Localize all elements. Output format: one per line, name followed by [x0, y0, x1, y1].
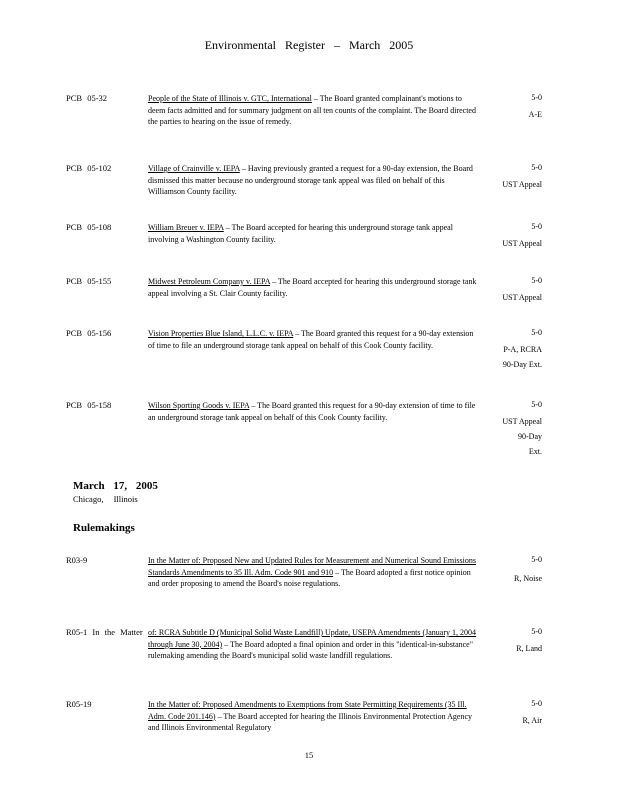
page-number: 15 [304, 750, 314, 760]
case-body: – The Board accepted for hearing this underground storage tank appeal involving a Washington County facility. [148, 223, 453, 244]
case-type: R, Air [522, 716, 542, 725]
case-type: R, Noise [514, 574, 542, 583]
vote-count: 5-0 [531, 699, 542, 708]
rule-number: R05-1 In the Matter [66, 627, 143, 637]
case-text [148, 93, 478, 128]
rule-title: In the Matter of: Proposed Amendments to Exemptions from State Permitting Requirements (35 Ill. Adm. Code 201.146) [148, 700, 467, 721]
rule-title: In the Matter of: Proposed New and Updated Rules for Measurement and Numerical Sound Emissions Standards Amendments to 35 Ill. Adm. Code 901 and 910 [148, 556, 476, 577]
rule-text [148, 555, 478, 590]
rule-number: R03-9 [66, 555, 88, 565]
case-text [148, 163, 478, 198]
case-number: PCB 05-156 [66, 328, 112, 338]
case-text [148, 276, 478, 299]
vote-count: 5-0 [531, 400, 542, 409]
vote-count: 5-0 [531, 555, 542, 564]
case-number: PCB 05-108 [66, 222, 112, 232]
rule-text [148, 699, 478, 734]
case-title: Midwest Petroleum Company v. IEPA [148, 277, 271, 286]
case-body: – Having previously granted a request for a 90-day extension, the Board dismissed this matter because no underground storage tank appeal was filed on behalf of this Williamson County facility. [148, 164, 473, 197]
section-heading: Rulemakings [73, 522, 135, 534]
case-number: PCB 05-155 [66, 276, 112, 286]
case-text [148, 400, 478, 423]
rule-number: R05-19 [66, 699, 92, 709]
case-type: UST Appeal [502, 180, 542, 189]
case-type: A-E [528, 110, 542, 119]
case-body: – The Board granted complainant's motions to deem facts admitted and for summary judgment on all ten counts of the complaint. The Board directed the parties to hearing on the issue of remedy. [148, 94, 476, 127]
case-text [148, 222, 478, 245]
vote-count: 5-0 [531, 93, 542, 102]
case-title: William Breuer v. IEPA [148, 223, 224, 232]
case-body: – The Board granted this request for a 90-day extension of time to file an underground storage tank appeal on behalf of this Cook County facility. [148, 329, 474, 350]
case-number: PCB 05-102 [66, 163, 112, 173]
case-title: Vision Properties Blue Island, L.L.C. v. IEPA [148, 329, 294, 338]
rule-body: – The Board adopted a final opinion and order in this "identical-in-substance" rulemaking amending the Board's municipal solid waste landfill regulations. [148, 639, 473, 661]
case-title: Wilson Sporting Goods v. IEPA [148, 401, 250, 410]
vote-count: 5-0 [531, 222, 542, 231]
meeting-place: Chicago, Illinois [73, 494, 138, 504]
case-title: Village of Crainville v. IEPA [148, 164, 240, 173]
rule-text [148, 627, 478, 662]
case-text [148, 328, 478, 351]
case-type: R, Land [516, 644, 542, 653]
page-header: Environmental Register – March 2005 [204, 38, 414, 52]
rule-title: of: RCRA Subtitle D (Municipal Solid Waste Landfill) Update, USEPA Amendments (January 1, 2004 through June 30, 2004) [148, 628, 477, 649]
vote-count: 5-0 [531, 276, 542, 285]
case-type: UST Appeal [502, 293, 542, 302]
rule-body: – The Board adopted a first notice opinion and order proposing to amend the Board's noise regulations. [148, 567, 471, 589]
case-type: P-A, RCRA 90-Day Ext. [502, 345, 542, 369]
vote-count: 5-0 [531, 627, 542, 636]
vote-count: 5-0 [531, 163, 542, 172]
case-body: – The Board accepted for hearing this underground storage tank appeal involving a St. Clair County facility. [148, 277, 477, 298]
case-type: UST Appeal [502, 239, 542, 248]
meeting-date: March 17, 2005 [73, 480, 158, 492]
case-body: – The Board granted this request for a 90-day extension of time to file an underground storage tank appeal on behalf of this Cook County facility. [148, 401, 476, 422]
vote-count: 5-0 [531, 328, 542, 337]
case-type: UST Appeal 90-Day Ext. [502, 417, 542, 456]
case-number: PCB 05-32 [66, 93, 108, 103]
rule-body: – The Board accepted for hearing the Illinois Environmental Protection Agency and Illinois Environmental Regulatory [148, 711, 473, 733]
case-number: PCB 05-158 [66, 400, 112, 410]
case-title: People of the State of Illinois v. GTC, International [148, 94, 312, 103]
